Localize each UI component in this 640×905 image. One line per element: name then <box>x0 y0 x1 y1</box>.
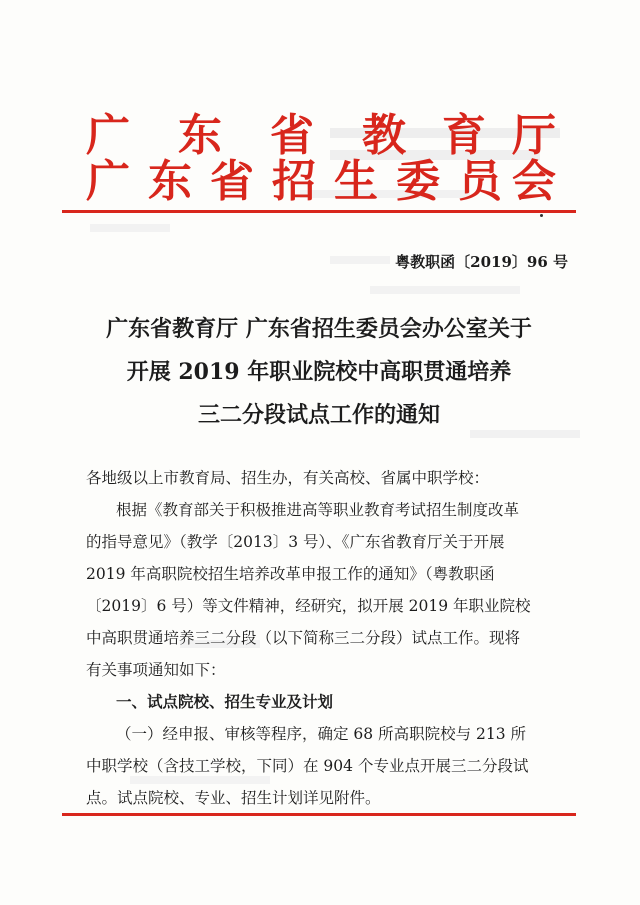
letterhead-char: 东 <box>178 110 222 161</box>
paragraph-line: 2019 年高职院校招生培养改革申报工作的通知》（粤教职函 <box>86 565 495 583</box>
bleed-through-mark <box>300 190 470 198</box>
letterhead-char: 省 <box>210 156 254 207</box>
letterhead-char: 生 <box>334 156 378 207</box>
letterhead-char: 广 <box>86 156 130 207</box>
letterhead-char: 广 <box>86 110 130 161</box>
letterhead-char: 东 <box>148 156 192 207</box>
bleed-through-mark <box>90 224 170 232</box>
paragraph-line: 中职学校（含技工学校，下同）在 904 个专业点开展三二分段试 <box>86 757 529 775</box>
letterhead-char: 招 <box>272 156 316 207</box>
bleed-through-mark <box>470 430 580 438</box>
paragraph-line: 中高职贯通培养三二分段（以下简称三二分段）试点工作。现将 <box>86 629 521 647</box>
bleed-through-mark <box>330 256 390 264</box>
letterhead-char: 省 <box>270 110 314 161</box>
salutation: 各地级以上市教育局、招生办，有关高校、省属中职学校： <box>86 469 490 487</box>
letterhead-char: 厅 <box>512 110 556 161</box>
bleed-through-mark <box>130 776 270 784</box>
paragraph-line: 根据《教育部关于积极推进高等职业教育考试招生制度改革 <box>116 501 520 519</box>
letterhead-char: 育 <box>442 110 486 161</box>
document-title-line-3: 三二分段试点工作的通知 <box>197 402 440 428</box>
letterhead-char: 教 <box>362 110 406 161</box>
letterhead-char: 会 <box>512 156 556 207</box>
paragraph-line: 〔2019〕6 号）等文件精神，经研究，拟开展 2019 年职业院校 <box>86 597 531 615</box>
letterhead-char: 员 <box>458 156 502 207</box>
paragraph-line: 点。试点院校、专业、招生计划详见附件。 <box>86 789 381 807</box>
letterhead-char: 委 <box>396 156 440 207</box>
document-title-line-2: 开展 2019 年职业院校中高职贯通培养 <box>126 359 512 385</box>
bleed-through-mark <box>370 286 520 294</box>
paragraph-line: 有关事项通知如下： <box>86 661 226 679</box>
document-title-line-1: 广东省教育厅 广东省招生委员会办公室关于 <box>106 316 532 342</box>
section-heading: 一、试点院校、招生专业及计划 <box>116 692 334 711</box>
footer-divider <box>62 813 576 816</box>
document-number: 粤教职函〔2019〕96 号 <box>395 253 568 271</box>
paragraph-line: 的指导意见》（教学〔2013〕3 号）、《广东省教育厅关于开展 <box>86 533 505 551</box>
letterhead-divider <box>62 210 576 213</box>
paragraph-line: （一）经申报、审核等程序，确定 68 所高职院校与 213 所 <box>116 725 527 743</box>
ink-dot <box>540 214 543 217</box>
